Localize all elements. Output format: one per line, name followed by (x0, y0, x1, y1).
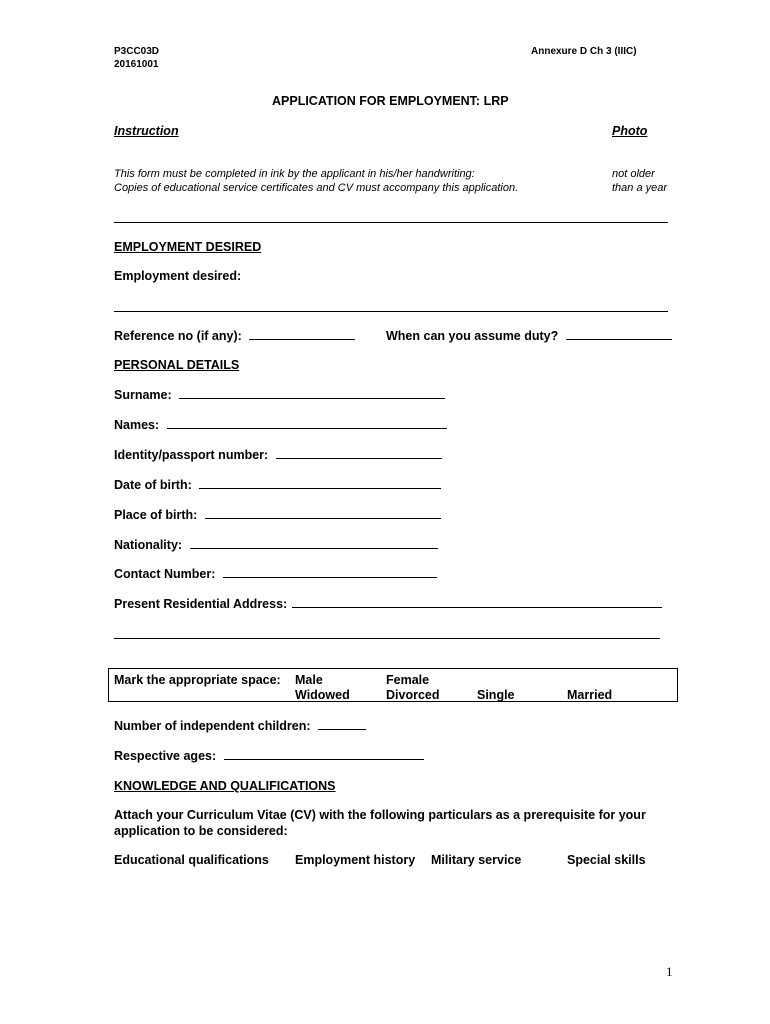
photo-heading: Photo (612, 124, 648, 138)
employment-desired-field[interactable] (114, 311, 668, 312)
address-field-1[interactable] (292, 597, 662, 608)
names-row (114, 418, 447, 432)
photo-note-1: not older (612, 168, 655, 180)
reference-field[interactable] (249, 329, 355, 340)
id-label: Identity/passport number: (114, 448, 269, 462)
cv-item-military: Military service (431, 853, 522, 867)
knowledge-line-1: Attach your Curriculum Vitae (CV) with the following particulars as a prerequisite for your (114, 808, 646, 822)
respective-ages-label: Respective ages: (114, 749, 217, 763)
address-row (114, 597, 662, 611)
document-code: P3CC03D (114, 46, 160, 57)
employment-heading: EMPLOYMENT DESIRED (114, 240, 262, 254)
knowledge-heading: KNOWLEDGE AND QUALIFICATIONS (114, 779, 336, 793)
nationality-label: Nationality: (114, 538, 183, 552)
respective-ages-field[interactable] (224, 749, 424, 760)
option-divorced[interactable]: Divorced (386, 688, 440, 702)
pob-field[interactable] (205, 508, 441, 519)
cv-item-educational: Educational qualifications (114, 853, 269, 867)
knowledge-line-2: application to be considered: (114, 824, 288, 838)
assume-duty-row (386, 329, 672, 343)
contact-row (114, 567, 437, 581)
children-number-label: Number of independent children: (114, 719, 311, 733)
page-number: 1 (666, 964, 673, 979)
pob-label: Place of birth: (114, 508, 198, 522)
document-date: 20161001 (114, 59, 159, 70)
marital-label: Mark the appropriate space: (114, 673, 281, 687)
names-field[interactable] (167, 418, 447, 429)
nationality-field[interactable] (190, 538, 438, 549)
dob-label: Date of birth: (114, 478, 192, 492)
assume-duty-field[interactable] (566, 329, 672, 340)
reference-label: Reference no (if any): (114, 329, 242, 343)
id-row (114, 448, 442, 462)
reference-row (114, 329, 355, 343)
surname-field[interactable] (179, 388, 445, 399)
address-field-2[interactable] (114, 638, 660, 639)
employment-desired-label: Employment desired: (114, 269, 242, 283)
nationality-row (114, 538, 438, 552)
respective-ages-row (114, 749, 424, 763)
surname-row (114, 388, 445, 402)
contact-label: Contact Number: (114, 567, 216, 581)
surname-label: Surname: (114, 388, 172, 402)
address-label: Present Residential Address: (114, 597, 288, 611)
pob-row (114, 508, 441, 522)
instruction-heading: Instruction (114, 124, 179, 138)
photo-note-2: than a year (612, 182, 668, 194)
children-number-row (114, 719, 366, 733)
instruction-line-1: This form must be completed in ink by the applicant in his/her handwriting: (114, 168, 475, 180)
personal-details-heading: PERSONAL DETAILS (114, 358, 240, 372)
id-field[interactable] (276, 448, 442, 459)
instruction-line-2: Copies of educational service certificates and CV must accompany this application. (114, 182, 519, 194)
option-single[interactable]: Single (477, 688, 515, 702)
dob-row (114, 478, 441, 492)
children-number-field[interactable] (318, 719, 366, 730)
dob-field[interactable] (199, 478, 441, 489)
option-married[interactable]: Married (567, 688, 613, 702)
contact-field[interactable] (223, 567, 437, 578)
cv-item-employment: Employment history (295, 853, 416, 867)
option-widowed[interactable]: Widowed (295, 688, 350, 702)
cv-item-skills: Special skills (567, 853, 646, 867)
option-female[interactable]: Female (386, 673, 430, 687)
section-divider (114, 222, 668, 223)
names-label: Names: (114, 418, 160, 432)
option-male[interactable]: Male (295, 673, 323, 687)
page-title: APPLICATION FOR EMPLOYMENT: LRP (272, 94, 509, 108)
assume-duty-label: When can you assume duty? (386, 329, 559, 343)
annexure-label: Annexure D Ch 3 (IIIC) (531, 46, 637, 57)
